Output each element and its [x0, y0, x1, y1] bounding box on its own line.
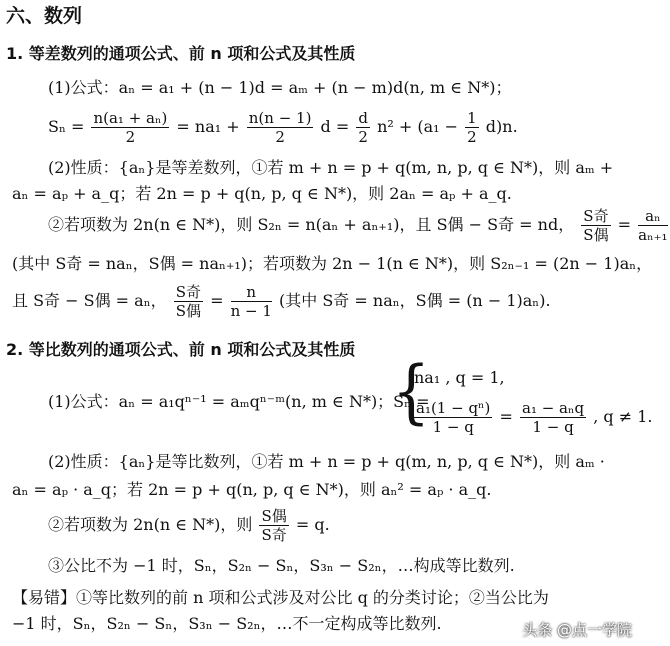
even-prefix: ②若项数为 2n(n ∈ N*)，则 S₂ₙ = n(aₙ + aₙ₊₁)，且 S偶 − S奇 = nd，	[48, 215, 575, 234]
sum-mid2: d =	[320, 117, 350, 136]
even-eq: =	[617, 215, 632, 234]
arith-heading: 1. 等差数列的通项公式、前 n 项和公式及其性质	[6, 44, 356, 63]
geo-even-prefix: ②若项数为 2n(n ∈ N*)，则	[48, 515, 253, 534]
geo-error-line2: −1 时，Sₙ，S₂ₙ − Sₙ，S₃ₙ − S₂ₙ，…不一定构成等比数列.	[12, 614, 442, 633]
section-title: 六、数列	[6, 5, 83, 27]
geo-even-frac: $\frac{\text{S偶}}{\text{S奇}}$	[261, 507, 287, 544]
watermark: 头条 @点一学院	[522, 621, 632, 639]
odd2-prefix: 且 S奇 − S偶 = aₙ，	[12, 291, 167, 310]
even-frac-1: $\frac{\text{S奇}}{\text{S偶}}$	[583, 207, 609, 244]
case2-eq: =	[499, 407, 513, 426]
arith-odd2-line	[12, 278, 551, 324]
even-frac-2: $\frac{\text{aₙ}}{\text{aₙ₊₁}}$	[638, 207, 668, 244]
case2-frac-2: $\frac{\text{a₁ − aₙq}}{1 - q}$	[522, 399, 585, 436]
geo-error-line1: 【易错】①等比数列的前 n 项和公式涉及对公比 q 的分类讨论；②当公比为	[12, 588, 549, 607]
arith-even-line	[48, 202, 670, 248]
sum-mid3: n² + (a₁ −	[377, 117, 459, 136]
sum-frac-1: $\frac{\text{n(a₁ + aₙ)}}{2}$	[93, 109, 168, 146]
geo-case1: na₁ , q = 1,	[414, 368, 505, 387]
arith-sum-formula	[48, 104, 518, 150]
sum-end: d)n.	[485, 117, 518, 136]
odd2-frac-1: $\frac{\text{S奇}}{\text{S偶}}$	[175, 283, 202, 320]
case2-end: , q ≠ 1.	[593, 407, 653, 426]
piecewise-brace: {	[392, 351, 431, 433]
arith-prop-line1: (2)性质：{aₙ}是等差数列，①若 m + n = p + q(m, n, p, q ∈ N*)，则 aₘ +	[48, 158, 614, 177]
case2-frac-1: $\frac{\text{a₁(1 − qⁿ)}}{1 - q}$	[416, 399, 491, 436]
odd2-frac-2: $\frac{n}{n - 1}$	[230, 283, 272, 320]
geo-prop-line2: aₙ = aₚ · a_q；若 2n = p + q(n, p, q ∈ N*)，则 aₙ² = aₚ · a_q.	[12, 480, 492, 499]
odd2-suffix: (其中 S奇 = naₙ，S偶 = (n − 1)aₙ).	[279, 291, 551, 310]
geo-formula: (1)公式：aₙ = a₁qⁿ⁻¹ = aₘqⁿ⁻ᵐ(n, m ∈ N*)；Sₙ =	[48, 392, 430, 411]
geo-case2	[412, 394, 652, 440]
sum-frac-3: $\frac{d}{2}$	[358, 109, 368, 146]
arith-prop-line2: aₙ = aₚ + a_q；若 2n = p + q(n, p, q ∈ N*)，则 2aₙ = aₚ + a_q.	[12, 184, 512, 203]
sum-lhs: Sₙ =	[48, 117, 85, 136]
sum-frac-4: $\frac{1}{2}$	[467, 109, 477, 146]
geo-ratio-line: ③公比不为 −1 时，Sₙ，S₂ₙ − Sₙ，S₃ₙ − S₂ₙ，…构成等比数列.	[48, 556, 515, 575]
sum-frac-2: $\frac{n(n - 1)}{2}$	[248, 109, 312, 146]
geo-even-line	[48, 502, 330, 548]
arith-formula: (1)公式：aₙ = a₁ + (n − 1)d = aₘ + (n − m)d(n, m ∈ N*)；	[48, 78, 512, 97]
geo-heading: 2. 等比数列的通项公式、前 n 项和公式及其性质	[6, 340, 356, 359]
arith-odd-line: (其中 S奇 = naₙ，S偶 = naₙ₊₁)；若项数为 2n − 1(n ∈ N*)，则 S₂ₙ₋₁ = (2n − 1)aₙ，	[12, 254, 653, 273]
sum-mid: = na₁ +	[176, 117, 240, 136]
geo-even-end: = q.	[295, 515, 330, 534]
geo-prop-line1: (2)性质：{aₙ}是等比数列，①若 m + n = p + q(m, n, p, q ∈ N*)，则 aₘ ·	[48, 452, 605, 471]
odd2-eq: =	[210, 291, 224, 310]
